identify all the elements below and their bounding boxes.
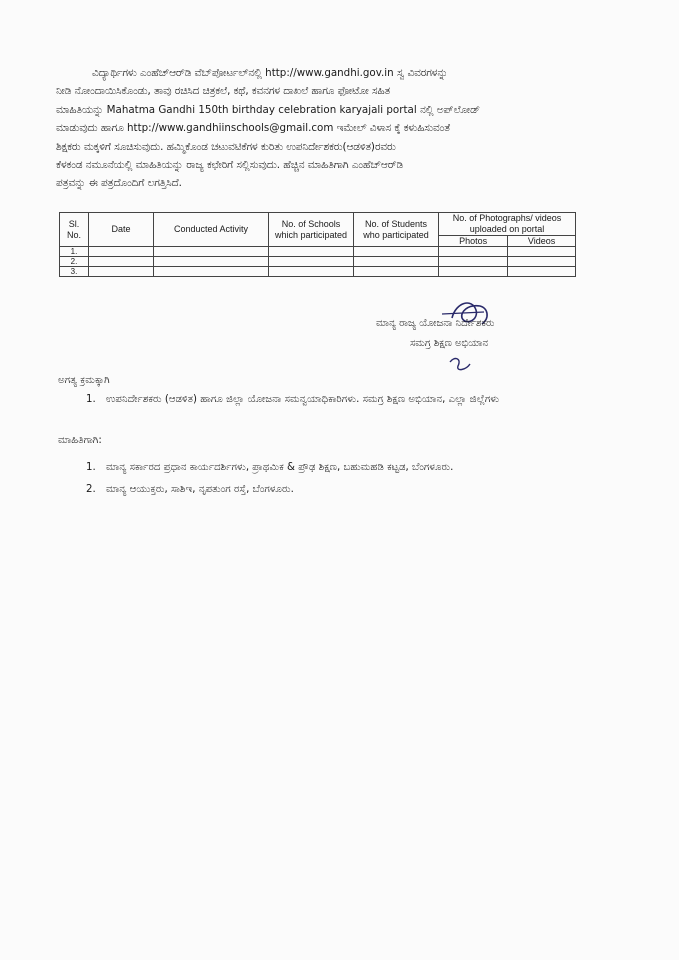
- paragraph-line: ವಿದ್ಯಾರ್ಥಿಗಳು ಎಂಹೆಚ್‌ಆರ್‌ಡಿ ವೆಬ್‌ಪೋರ್ಟಲ್‌ನಲ್ಲಿ http://www.gandhi.gov.in ಸ್ವ ವಿವರಗಳನ್ನು: [92, 67, 448, 79]
- cell-empty: [354, 257, 439, 267]
- paragraph-line: ಪತ್ರವನ್ನು ಈ ಪತ್ರದೊಂದಿಗೆ ಲಗತ್ತಿಸಿದೆ.: [56, 177, 182, 190]
- cell-empty: [354, 267, 439, 277]
- paragraph-line: ಕೆಳಕಂಡ ನಮೂನೆಯಲ್ಲಿ ಮಾಹಿತಿಯನ್ನು ರಾಜ್ಯ ಕಛೇರಿಗೆ ಸಲ್ಲಿಸುವುದು. ಹೆಚ್ಚಿನ ಮಾಹಿತಿಗಾಗಿ ಎಂಹೆಚ್‌ಆರ್‌ಡಿ: [56, 159, 403, 172]
- cell-empty: [439, 267, 508, 277]
- signatory-organisation: ಸಮಗ್ರ ಶಿಕ್ಷಣ ಅಭಿಯಾನ: [410, 338, 489, 349]
- cell-sl: 1.: [60, 247, 89, 257]
- cell-empty: [439, 257, 508, 267]
- paragraph-line: ಮಾಹಿತಿಯನ್ನು Mahatma Gandhi 150th birthday celebration karyajali portal ನಲ್ಲಿ ಅಪ್‌ಲೋಡ್: [56, 103, 480, 116]
- table-row: [60, 257, 576, 267]
- cell-empty: [154, 267, 269, 277]
- paragraph-line: ಶಿಕ್ಷಕರು ಮಕ್ಕಳಿಗೆ ಸೂಚಿಸುವುದು. ಹಮ್ಮಿಕೊಂಡ ಚಟುವಟಿಕೆಗಳ ಕುರಿತು ಉಪನಿರ್ದೇಶಕರು(ಆಡಳಿತ)ರವರು: [56, 140, 396, 153]
- cell-empty: [508, 257, 576, 267]
- cell-empty: [508, 267, 576, 277]
- activity-report-table: [59, 212, 576, 277]
- cell-empty: [354, 247, 439, 257]
- list-item: [58, 481, 618, 499]
- table-row: [60, 247, 576, 257]
- col-videos: Videos: [508, 236, 576, 247]
- col-photos: Photos: [439, 236, 508, 247]
- cell-empty: [439, 247, 508, 257]
- cell-empty: [269, 257, 354, 267]
- cell-empty: [89, 247, 154, 257]
- cell-sl: 2.: [60, 257, 89, 267]
- cell-empty: [269, 247, 354, 257]
- list-item-number: 1.: [86, 394, 96, 405]
- body-paragraph: [56, 64, 608, 193]
- action-section: [58, 372, 638, 410]
- list-item-text: ಮಾನ್ಯ ಸರ್ಕಾರದ ಪ್ರಧಾನ ಕಾರ್ಯದರ್ಶಿಗಳು, ಪ್ರಾಥಮಿಕ & ಪ್ರೌಢ ಶಿಕ್ಷಣ, ಬಹುಮಹಡಿ ಕಟ್ಟಡ, ಬೆಂಗಳೂರು.: [106, 462, 454, 473]
- cell-empty: [154, 247, 269, 257]
- paragraph-line: ನೀಡಿ ನೋಂದಾಯಿಸಿಕೊಂಡು, ತಾವು ರಚಿಸಿದ ಚಿತ್ರಕಲೆ, ಕಥೆ, ಕವನಗಳ ದಾಖಲೆ ಹಾಗೂ ಫೋಟೋ ಸಹಿತ: [56, 85, 391, 98]
- info-section: [58, 432, 618, 499]
- col-sl-no: Sl. No.: [60, 213, 89, 247]
- info-heading: ಮಾಹಿತಿಗಾಗಿ:: [58, 435, 102, 446]
- col-photos-videos-group: No. of Photographs/ videos uploaded on portal: [439, 213, 576, 236]
- action-heading: ಅಗತ್ಯ ಕ್ರಮಕ್ಕಾಗಿ: [58, 375, 110, 386]
- paragraph-line-with-link: ಮಾಡುವುದು ಹಾಗೂ http://www.gandhiinschools@gmail.com ಇಮೇಲ್ ವಿಳಾಸ ಕ್ಕೆ ಕಳುಹಿಸುವಂತೆ: [56, 122, 451, 135]
- list-item-number: 1.: [86, 462, 96, 473]
- signatory-designation: ಮಾನ್ಯ ರಾಜ್ಯ ಯೋಜನಾ ನಿರ್ದೇಶಕರು: [376, 318, 495, 329]
- cell-sl: 3.: [60, 267, 89, 277]
- col-schools-participated: No. of Schools which participated: [269, 213, 354, 247]
- col-students-participated: No. of Students who participated: [354, 213, 439, 247]
- list-item: [58, 458, 618, 477]
- cell-empty: [269, 267, 354, 277]
- col-conducted-activity: Conducted Activity: [154, 213, 269, 247]
- list-item-text: ಮಾನ್ಯ ಆಯುಕ್ತರು, ಸಾಶಿಇ, ನೃಪತುಂಗ ರಸ್ತೆ, ಬೆಂಗಳೂರು.: [106, 484, 294, 495]
- table-row: [60, 267, 576, 277]
- cell-empty: [508, 247, 576, 257]
- list-item-text: ಉಪನಿರ್ದೇಶಕರು (ಆಡಳಿತ) ಹಾಗೂ ಜಿಲ್ಲಾ ಯೋಜನಾ ಸಮನ್ವಯಾಧಿಕಾರಿಗಳು. ಸಮಗ್ರ ಶಿಕ್ಷಣ ಅಭಿಯಾನ, ಎಲ್ಲಾ ಜಿಲ್ಲೆಗಳು: [106, 394, 500, 405]
- col-date: Date: [89, 213, 154, 247]
- list-item-number: 2.: [86, 484, 96, 495]
- cell-empty: [89, 257, 154, 267]
- cell-empty: [89, 267, 154, 277]
- cell-empty: [154, 257, 269, 267]
- list-item: [58, 390, 638, 410]
